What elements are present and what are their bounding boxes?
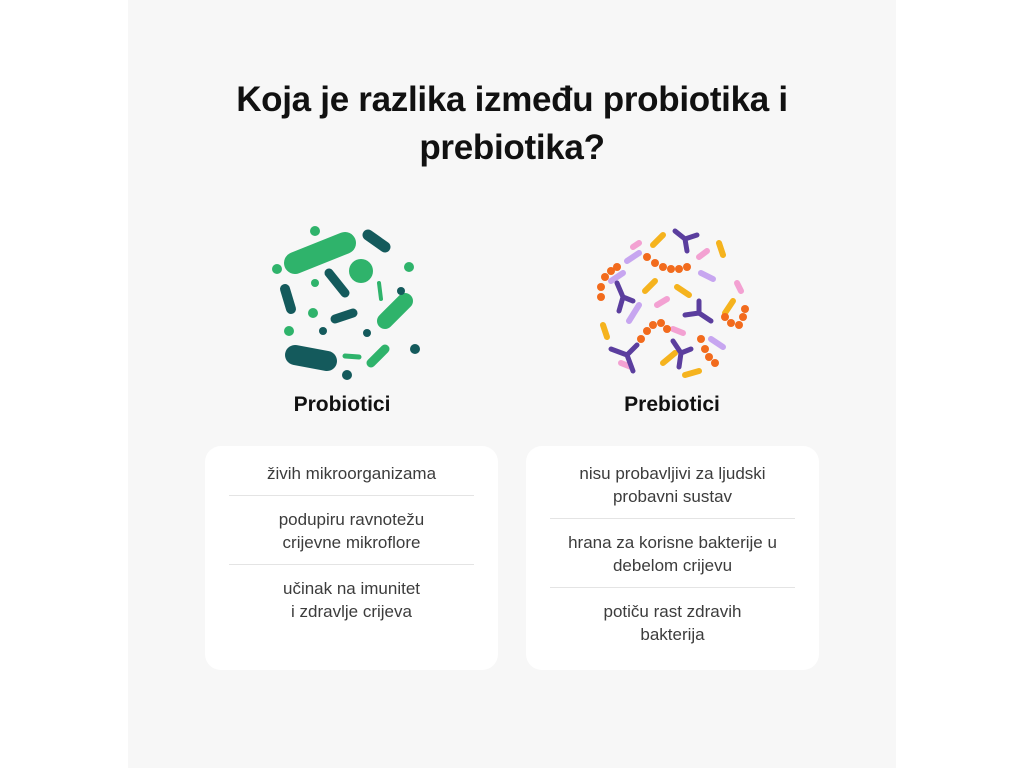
list-item-line: crijevne mikroflore	[282, 533, 421, 552]
probiotics-card	[205, 446, 498, 670]
list-item-line: učinak na imunitet	[282, 579, 421, 598]
list-item-line: bakterija	[640, 625, 705, 644]
title-line-2: prebiotika?	[419, 128, 605, 167]
list-item-line: probavni sustav	[612, 487, 733, 506]
prebiotics-heading: Prebiotici	[624, 393, 720, 416]
page-title	[128, 76, 896, 172]
list-item-line: debelom crijevu	[612, 556, 733, 575]
list-item	[550, 529, 795, 588]
list-item-line: potiču rast zdravih	[603, 602, 742, 621]
list-item	[229, 575, 474, 633]
list-item	[550, 598, 795, 656]
probiotic-bacteria-icon	[267, 221, 437, 391]
list-item	[229, 506, 474, 565]
list-item-line: hrana za korisne bakterije u	[568, 533, 777, 552]
prebiotic-fiber-icon	[589, 221, 759, 391]
list-item	[229, 460, 474, 496]
list-item	[550, 460, 795, 519]
prebiotics-card	[526, 446, 819, 670]
list-item-line: živih mikroorganizama	[266, 464, 437, 483]
title-line-1: Koja je razlika između probiotika i	[236, 80, 788, 119]
list-item-line: nisu probavljivi za ljudski	[579, 464, 766, 483]
list-item-line: i zdravlje crijeva	[291, 602, 412, 621]
list-item-line: podupiru ravnotežu	[278, 510, 425, 529]
probiotics-heading: Probiotici	[293, 393, 391, 416]
